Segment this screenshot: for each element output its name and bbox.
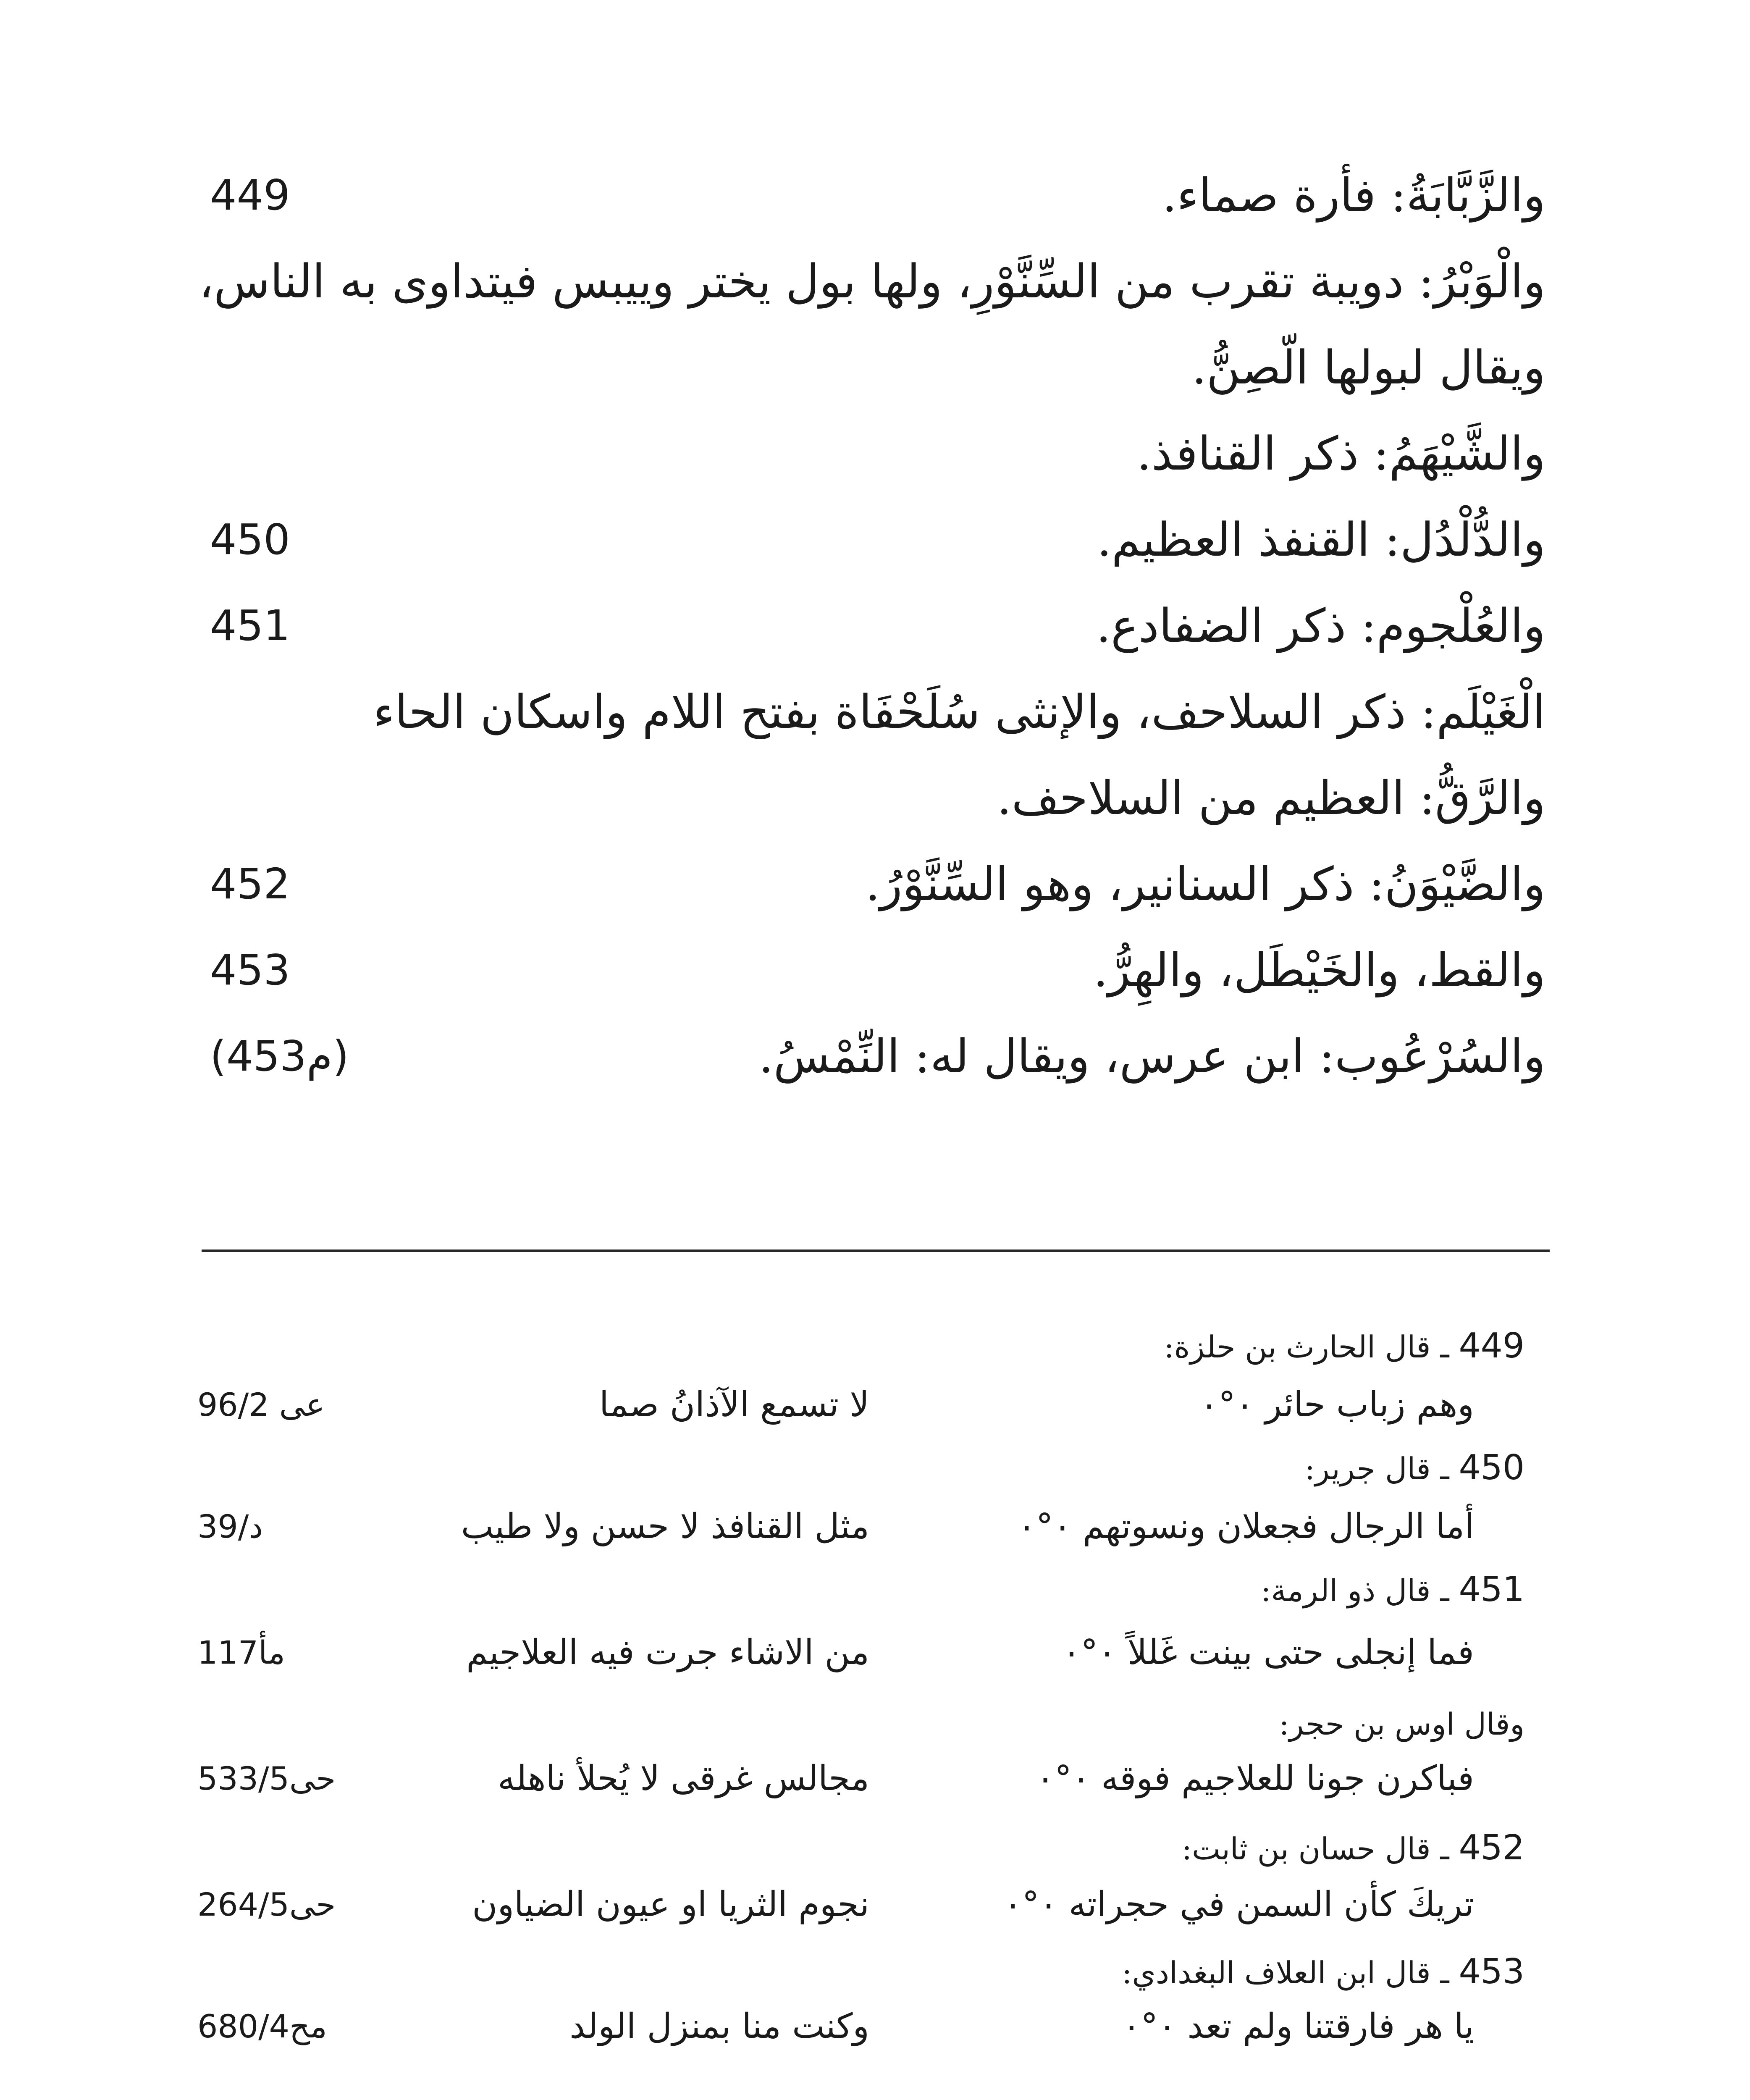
entry-line: [199, 239, 1545, 323]
entry-line: [210, 1014, 1545, 1098]
entry-number: 452: [210, 859, 290, 908]
entry-line: [210, 153, 1545, 237]
verse-source-ref: د/39: [197, 1508, 263, 1545]
footnote-intro: وقال اوس بن حجر:: [1279, 1706, 1524, 1742]
footnote-intro: قال ذو الرمة:: [1261, 1573, 1431, 1608]
verse-separator: ٠°٠: [1003, 1885, 1058, 1924]
entry-line: [210, 756, 1545, 840]
entry-line: [210, 584, 1545, 668]
verse-source-ref: عى 96/2: [197, 1386, 325, 1423]
entry-line: [210, 670, 1545, 754]
entry-text: والضَّيْوَنُ: ذكر السنانير، وهو السِّنَّوْرُ.: [865, 857, 1545, 911]
verse-separator: ٠°٠: [1062, 1633, 1117, 1672]
entry-text: والقط، والخَيْطَل، والهِرُّ.: [1093, 943, 1545, 997]
entry-text: والسُرْعُوب: ابن عرس، ويقال له: النِّمْسُ.: [758, 1029, 1545, 1083]
footnote-heading: 450 ـ قال جرير:: [1304, 1448, 1524, 1488]
entry-line: [210, 498, 1545, 582]
footnote-verse: [197, 1373, 1524, 1436]
footnote-number: 449: [1459, 1326, 1524, 1366]
verse-separator: ٠°٠: [1122, 2006, 1177, 2046]
verse-second-hemistich: نجوم الثريا او عيون الضياون: [472, 1885, 869, 1924]
footnote-heading: 452 ـ قال حسان بن ثابت:: [1181, 1828, 1524, 1868]
footnote-number: 451: [1459, 1570, 1524, 1609]
footnote-heading: 449 ـ قال الحارث بن حلزة:: [1164, 1326, 1524, 1366]
verse-first-hemistich: فما إنجلى حتى بينت غَللاً: [1127, 1633, 1474, 1672]
verse-first-hemistich: يا هر فارقتنا ولم تعد: [1187, 2006, 1474, 2046]
footnote-verse: [197, 1995, 1524, 2058]
verse-first-hemistich: فباكرن جونا للعلاجيم فوقه: [1101, 1759, 1474, 1798]
footnote-number: 453: [1459, 1952, 1524, 1992]
entry-number: 453: [210, 945, 290, 995]
footnote-heading: 451 ـ قال ذو الرمة:: [1261, 1570, 1524, 1609]
footnote-heading: [197, 1693, 1524, 1756]
verse-source-ref: حى264/5: [197, 1886, 336, 1923]
entry-number: 450: [210, 515, 290, 564]
entry-text: ويقال لبولها الّصِنُّ.: [1191, 341, 1545, 394]
footnote-intro: قال جرير:: [1304, 1451, 1431, 1486]
footnote-intro: قال حسان بن ثابت:: [1181, 1831, 1431, 1866]
entry-number: 449: [210, 171, 290, 220]
entry-text: والدُّلْدُل: القنفذ العظيم.: [1097, 513, 1545, 567]
verse-source-ref: مح680/4: [197, 2008, 327, 2045]
entry-text: والرَّقُّ: العظيم من السلاحف.: [997, 771, 1545, 825]
verse-second-hemistich: مجالس غرقى لا يُحلأ ناهله: [498, 1759, 869, 1798]
verse-separator: ٠°٠: [1199, 1385, 1254, 1425]
footnote-intro: قال الحارث بن حلزة:: [1164, 1329, 1431, 1365]
entry-line: [210, 412, 1545, 496]
verse-separator: ٠°٠: [1036, 1759, 1091, 1798]
entry-text: والشَّيْهَمُ: ذكر القنافذ.: [1136, 427, 1545, 480]
verse-separator: ٠°٠: [1017, 1507, 1072, 1546]
footnote-heading: 453 ـ قال ابن العلاف البغدادي:: [1122, 1952, 1524, 1992]
entry-line: [210, 928, 1545, 1012]
verse-second-hemistich: لا تسمع الآذانُ صما: [599, 1385, 869, 1425]
entry-text: والعُلْجوم: ذكر الضفادع.: [1096, 599, 1545, 653]
verse-first-hemistich: تريكَ كأن السمن في حجراته: [1068, 1885, 1474, 1924]
footnote-number: 450: [1459, 1448, 1524, 1488]
entry-line: [210, 326, 1545, 410]
verse-second-hemistich: مثل القنافذ لا حسن ولا طيب: [461, 1507, 869, 1546]
verse-second-hemistich: من الاشاء جرت فيه العلاجيم: [466, 1633, 869, 1672]
footnote-divider: [202, 1250, 1550, 1252]
footnote-verse: [197, 1747, 1524, 1810]
footnote-verse: [197, 1621, 1524, 1684]
entry-text: الْغَيْلَم: ذكر السلاحف، والإنثى سُلَحْفَاة بفتح اللام واسكان الحاء: [373, 685, 1545, 739]
footnote-verse: [197, 1495, 1524, 1558]
footnote-intro: قال ابن العلاف البغدادي:: [1122, 1955, 1431, 1990]
verse-first-hemistich: أما الرجال فجعلان ونسوتهم: [1082, 1507, 1474, 1546]
verse-second-hemistich: وكنت منا بمنزل الولد: [569, 2006, 869, 2046]
verse-source-ref: حى533/5: [197, 1760, 336, 1797]
verse-source-ref: مأ117: [197, 1634, 285, 1671]
entry-text: والْوَبْرُ: دويبة تقرب من السِّنَّوْرِ، ولها بول يختر وييبس فيتداوى به الناس،: [199, 255, 1545, 308]
entry-number: 451: [210, 601, 290, 650]
entry-number: (453م): [210, 1032, 349, 1081]
entry-text: والزَّبَّابَةُ: فأرة صماء.: [1162, 168, 1545, 222]
footnote-verse: [197, 1873, 1524, 1936]
entry-line: [210, 842, 1545, 926]
footnote-number: 452: [1459, 1828, 1524, 1868]
verse-first-hemistich: وهم زباب حائر: [1265, 1385, 1474, 1425]
